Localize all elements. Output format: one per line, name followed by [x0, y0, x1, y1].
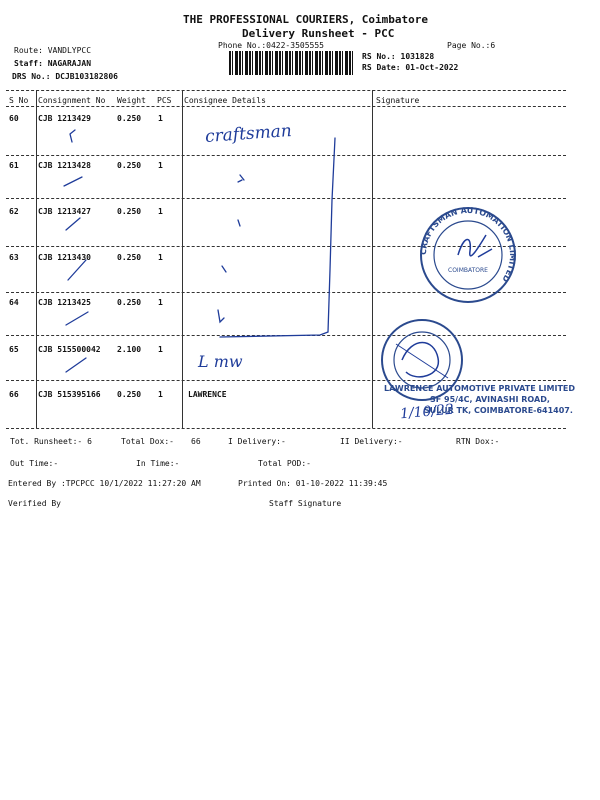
row-consignment: CJB 1213427: [38, 207, 91, 216]
row-weight: 0.250: [117, 390, 142, 399]
row-sno: 66: [9, 390, 19, 399]
total-pod: Total POD:-: [258, 459, 311, 468]
company-seal-stamp: [412, 205, 524, 305]
row-pcs: 1: [158, 345, 163, 354]
company-name: THE PROFESSIONAL COURIERS, Coimbatore: [183, 13, 429, 26]
barcode: [229, 51, 355, 75]
verified-by: Verified By: [8, 499, 61, 508]
handwritten-name: craftsman: [204, 120, 293, 148]
row-pcs: 1: [158, 207, 163, 216]
row-sno: 61: [9, 161, 19, 170]
in-time: In Time:-: [136, 459, 180, 468]
row-consignment: CJB 1213430: [38, 253, 91, 262]
entered-by: Entered By :TPCPCC 10/1/2022 11:27:20 AM: [8, 479, 201, 488]
seal-ring-text: CRAFTSMAN AUTOMATION LIMITED: [418, 205, 518, 284]
col-weight: Weight: [117, 96, 146, 105]
row-consignment: CJB 1213428: [38, 161, 91, 170]
address-stamp: [384, 383, 575, 416]
table-top-line: [6, 90, 566, 91]
row-weight: 2.100: [117, 345, 142, 354]
document-title: Delivery Runsheet - PCC: [242, 27, 395, 40]
staff: Staff: NAGARAJAN: [14, 59, 92, 68]
route: Route: VANDLYPCC: [14, 46, 92, 55]
row-consignment: CJB 515395166: [38, 390, 101, 399]
rs-date: RS Date: 01-Oct-2022: [362, 63, 459, 72]
printed-on: Printed On: 01-10-2022 11:39:45: [238, 479, 388, 488]
stamp-line: SULUR TK, COIMBATORE-641407.: [424, 406, 573, 415]
col-consignment: Consignment No: [38, 96, 106, 105]
stamp-line: LAWRENCE AUTOMOTIVE PRIVATE LIMITED: [384, 384, 576, 393]
staff-signature: Staff Signature: [269, 499, 342, 508]
row-weight: 0.250: [117, 161, 142, 170]
row-sno: 62: [9, 207, 19, 216]
out-time: Out Time:-: [10, 459, 59, 468]
col-consignee-details: Consignee Details: [184, 96, 266, 105]
total-runsheet: Tot. Runsheet:- 6: [10, 437, 92, 446]
row-sno: 65: [9, 345, 19, 354]
row-weight: 0.250: [117, 207, 142, 216]
seal-center-text: COIMBATORE: [448, 267, 488, 274]
phone-number: Phone No.:0422-3505555: [218, 41, 324, 50]
row-sno: 60: [9, 114, 19, 123]
row-pcs: 1: [158, 253, 163, 262]
row-consignment: CJB 1213429: [38, 114, 91, 123]
total-dox-label: Total Dox:-: [121, 437, 174, 446]
col-pcs: PCS: [157, 96, 172, 105]
i-delivery: I Delivery:-: [228, 437, 286, 446]
row-sno: 64: [9, 298, 19, 307]
table-bottom-line: [6, 428, 566, 429]
total-dox-value: 66: [191, 437, 201, 446]
col-signature: Signature: [376, 96, 420, 105]
row-consignee-details: LAWRENCE: [188, 390, 227, 399]
handwritten-initials: L mw: [198, 352, 243, 371]
row-sno: 63: [9, 253, 19, 262]
row-pcs: 1: [158, 390, 163, 399]
row-weight: 0.250: [117, 298, 142, 307]
row-pcs: 1: [158, 298, 163, 307]
stamp-line: SF 95/4C, AVINASHI ROAD,: [430, 395, 550, 404]
row-weight: 0.250: [117, 114, 142, 123]
table-header-line: [6, 106, 566, 107]
col-sno: S No: [9, 96, 29, 105]
ii-delivery: II Delivery:-: [340, 437, 403, 446]
row-consignment: CJB 1213425: [38, 298, 91, 307]
row-consignment: CJB 515500042: [38, 345, 101, 354]
drs-number: DRS No.: DCJB103182806: [12, 72, 118, 81]
rtn-dox: RTN Dox:-: [456, 437, 500, 446]
row-pcs: 1: [158, 161, 163, 170]
rs-number: RS No.: 1031828: [362, 52, 435, 61]
row-pcs: 1: [158, 114, 163, 123]
page-number: Page No.:6: [447, 41, 496, 50]
handwritten-date: 1/10/22: [399, 401, 455, 423]
row-weight: 0.250: [117, 253, 142, 262]
